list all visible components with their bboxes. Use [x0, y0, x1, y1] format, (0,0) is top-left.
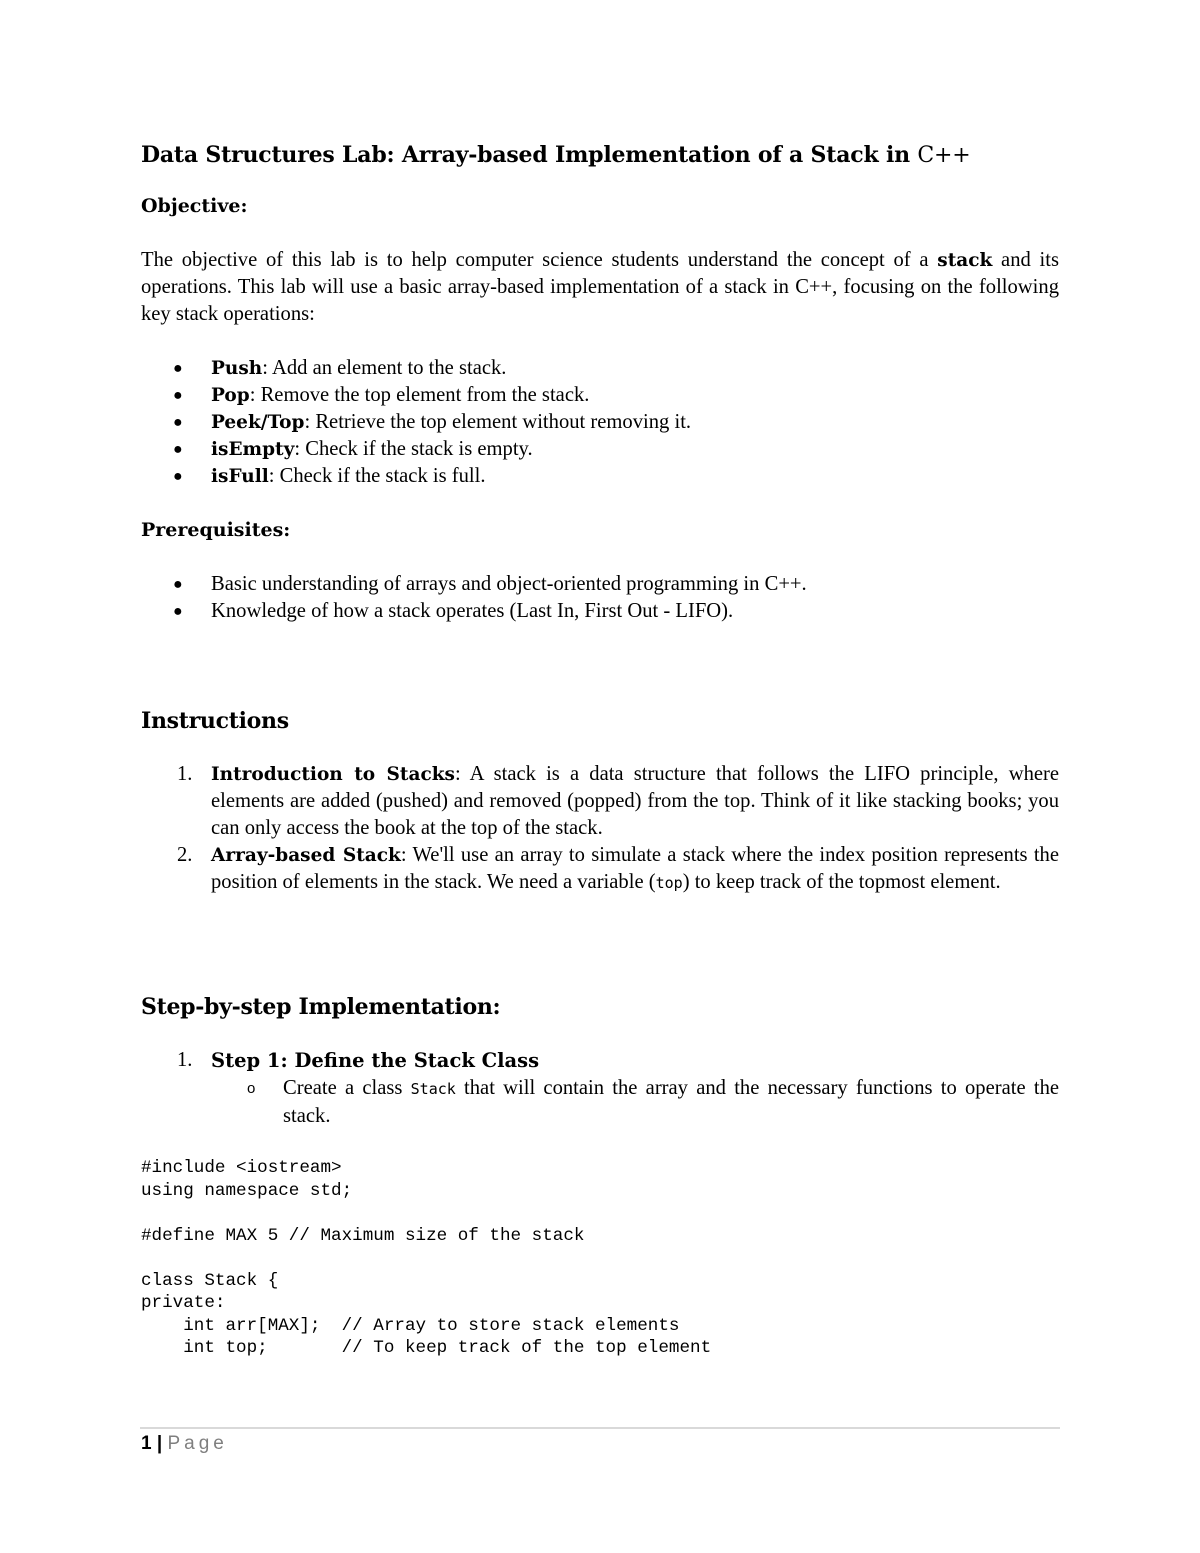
list-item [141, 571, 1059, 598]
bullet-icon: ● [173, 441, 183, 458]
list-number: 1. [177, 1049, 193, 1071]
prerequisite-text: Knowledge of how a stack operates (Last In, First Out - LIFO). [211, 600, 734, 622]
list-item [141, 1047, 1059, 1130]
instruction-text: : A stack is a data structure that follows the LIFO principle, where elements are added (pushed) and removed (popped) from the top. Think of it like stacking books; you can only access the book at the top of the stack. [211, 763, 1059, 839]
instruction-title: Array-based Stack [211, 845, 401, 866]
objective-label: Objective: [141, 195, 248, 217]
step-title: Step 1: Define the Stack Class [211, 1049, 540, 1072]
bullet-icon: ● [173, 468, 183, 485]
list-item [141, 598, 1059, 625]
inline-code: Stack [410, 1080, 456, 1098]
code-line: #include <iostream> [141, 1158, 342, 1178]
code-line: #define MAX 5 // Maximum size of the stack [141, 1225, 585, 1246]
operation-name: isEmpty [211, 439, 295, 460]
code-block [141, 1157, 1059, 1360]
code-line: private: [141, 1293, 226, 1313]
list-number: 2. [177, 844, 193, 866]
inline-code: top [655, 874, 683, 892]
operation-desc: : Remove the top element from the stack. [249, 384, 590, 406]
instructions-heading: Instructions [141, 708, 289, 734]
document-title-main: Data Structures Lab: Array-based Implementation of a Stack in [141, 142, 910, 168]
step-text: Create a class [283, 1077, 411, 1099]
list-item [141, 409, 1059, 436]
prerequisites-label: Prerequisites: [141, 519, 291, 541]
page-label: Page [167, 1433, 228, 1454]
list-item [141, 463, 1059, 490]
list-item [141, 761, 1059, 842]
code-line: using namespace std; [141, 1180, 353, 1201]
document-title [141, 140, 1059, 171]
operation-desc: : Check if the stack is full. [268, 465, 486, 487]
footer-divider [140, 1427, 1060, 1429]
list-item [141, 355, 1059, 382]
list-item [141, 436, 1059, 463]
circle-bullet-icon: o [247, 1080, 256, 1097]
implementation-heading: Step-by-step Implementation: [141, 994, 501, 1020]
instruction-text-end: ) to keep track of the topmost element. [682, 871, 1001, 893]
objective-paragraph [141, 247, 1059, 328]
bullet-icon: ● [173, 360, 183, 377]
operation-desc: : Retrieve the top element without removing it. [304, 411, 692, 433]
objective-text-bold: stack [937, 250, 993, 271]
objective-text-end: and its operations. This lab will use a basic array-based implementation of a stack in C++, focusing on the following key stack operations: [141, 249, 1059, 325]
document-body [141, 140, 1059, 1360]
code-line: int top; // To keep track of the top element [141, 1338, 712, 1358]
list-number: 1. [177, 763, 193, 785]
operation-name: Push [211, 358, 263, 379]
instruction-title: Introduction to Stacks [211, 764, 455, 785]
footer-separator: | [156, 1433, 163, 1454]
operation-name: Peek/Top [211, 412, 305, 433]
bullet-icon: ● [173, 603, 183, 620]
list-item [141, 842, 1059, 897]
bullet-icon: ● [173, 387, 183, 404]
operation-desc: : Check if the stack is empty. [294, 438, 533, 460]
prerequisites-list [141, 571, 1059, 625]
page-footer [141, 1432, 228, 1456]
prerequisite-text: Basic understanding of arrays and object-oriented programming in C++. [211, 573, 807, 595]
instruction-text: : We'll use an array to simulate a stack where the index position represents the position of elements in the stack. We need a variable ( [211, 844, 1059, 893]
list-item [211, 1075, 1059, 1130]
document-title-tail: C++ [917, 143, 971, 168]
instructions-list [141, 761, 1059, 897]
implementation-steps [141, 1047, 1059, 1130]
objective-text-start: The objective of this lab is to help computer science students understand the concept of a [141, 249, 938, 271]
bullet-icon: ● [173, 576, 183, 593]
step-sub-list [211, 1075, 1059, 1130]
bullet-icon: ● [173, 414, 183, 431]
operations-list [141, 355, 1059, 490]
code-line: int arr[MAX]; // Array to store stack elements [141, 1315, 680, 1336]
step-text-end: that will contain the array and the necessary functions to operate the stack. [283, 1077, 1060, 1127]
page-number: 1 [141, 1433, 152, 1454]
operation-name: Pop [211, 385, 250, 406]
list-item [141, 382, 1059, 409]
operation-desc: : Add an element to the stack. [262, 357, 507, 379]
operation-name: isFull [211, 466, 269, 487]
code-line: class Stack { [141, 1270, 279, 1291]
